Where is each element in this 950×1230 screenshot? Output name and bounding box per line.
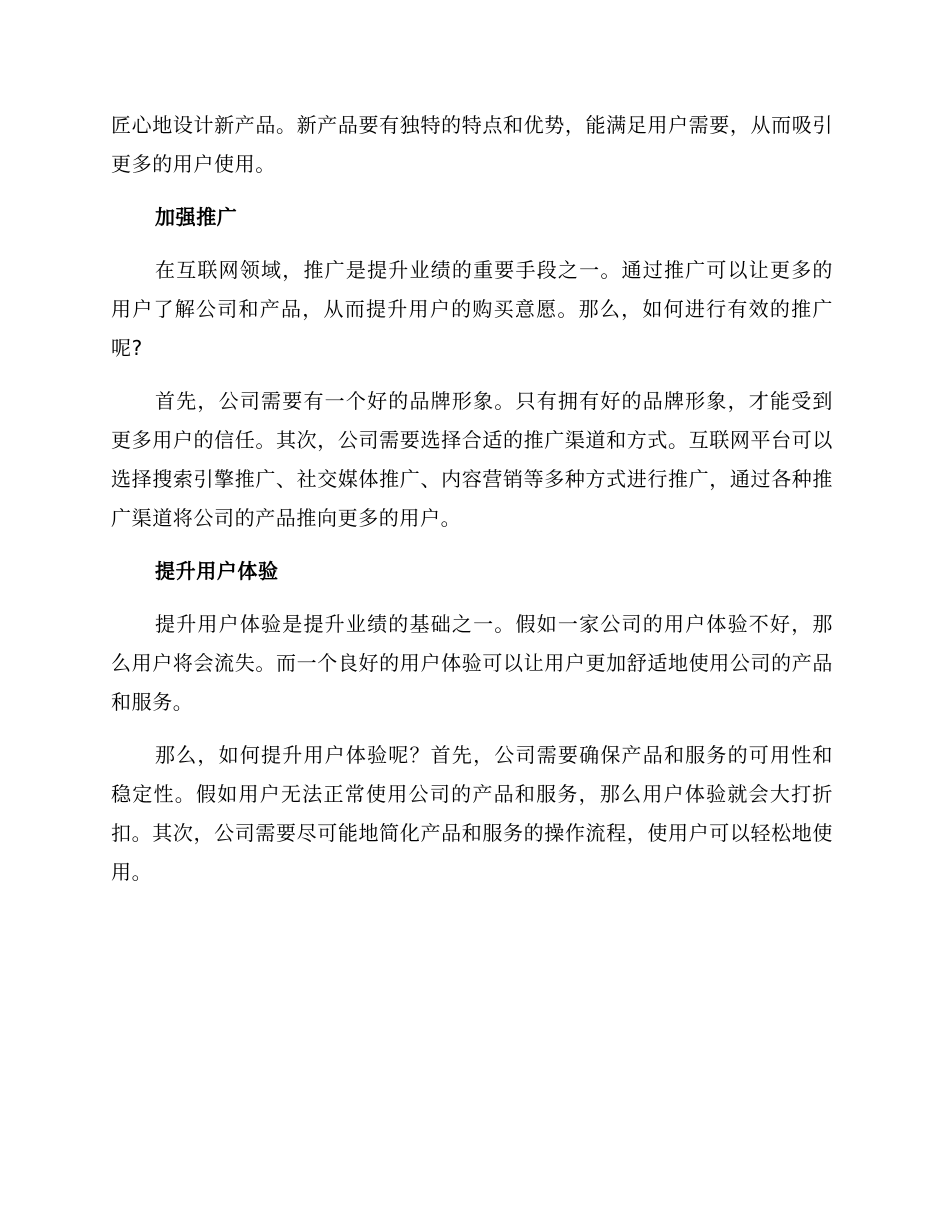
paragraph-promotion-1: 在互联网领域，推广是提升业绩的重要手段之一。通过推广可以让更多的用户了解公司和产品，从而提升用户的购买意愿。那么，如何进行有效的推广呢? (111, 258, 833, 360)
section-heading-promotion: 加强推广 (155, 205, 238, 229)
paragraph-user-experience-2: 那么，如何提升用户体验呢？首先，公司需要确保产品和服务的可用性和稳定性。假如用户无法正常使用公司的产品和服务，那么用户体验就会大打折扣。其次，公司需要尽可能地简化产品和服务的操作流程，使用户可以轻松地使用。 (111, 743, 833, 884)
paragraph-intro: 匠心地设计新产品。新产品要有独特的特点和优势，能满足用户需要，从而吸引更多的用户使用。 (111, 113, 833, 176)
paragraph-user-experience-1: 提升用户体验是提升业绩的基础之一。假如一家公司的用户体验不好，那么用户将会流失。而一个良好的用户体验可以让用户更加舒适地使用公司的产品和服务。 (111, 612, 833, 714)
section-heading-user-experience: 提升用户体验 (155, 559, 279, 583)
paragraph-promotion-2: 首先，公司需要有一个好的品牌形象。只有拥有好的品牌形象，才能受到更多用户的信任。其次，公司需要选择合适的推广渠道和方式。互联网平台可以选择搜索引擎推广、社交媒体推广、内容营销等多种方式进行推广，通过各种推广渠道将公司的产品推向更多的用户。 (111, 389, 833, 530)
document-body (111, 106, 833, 906)
